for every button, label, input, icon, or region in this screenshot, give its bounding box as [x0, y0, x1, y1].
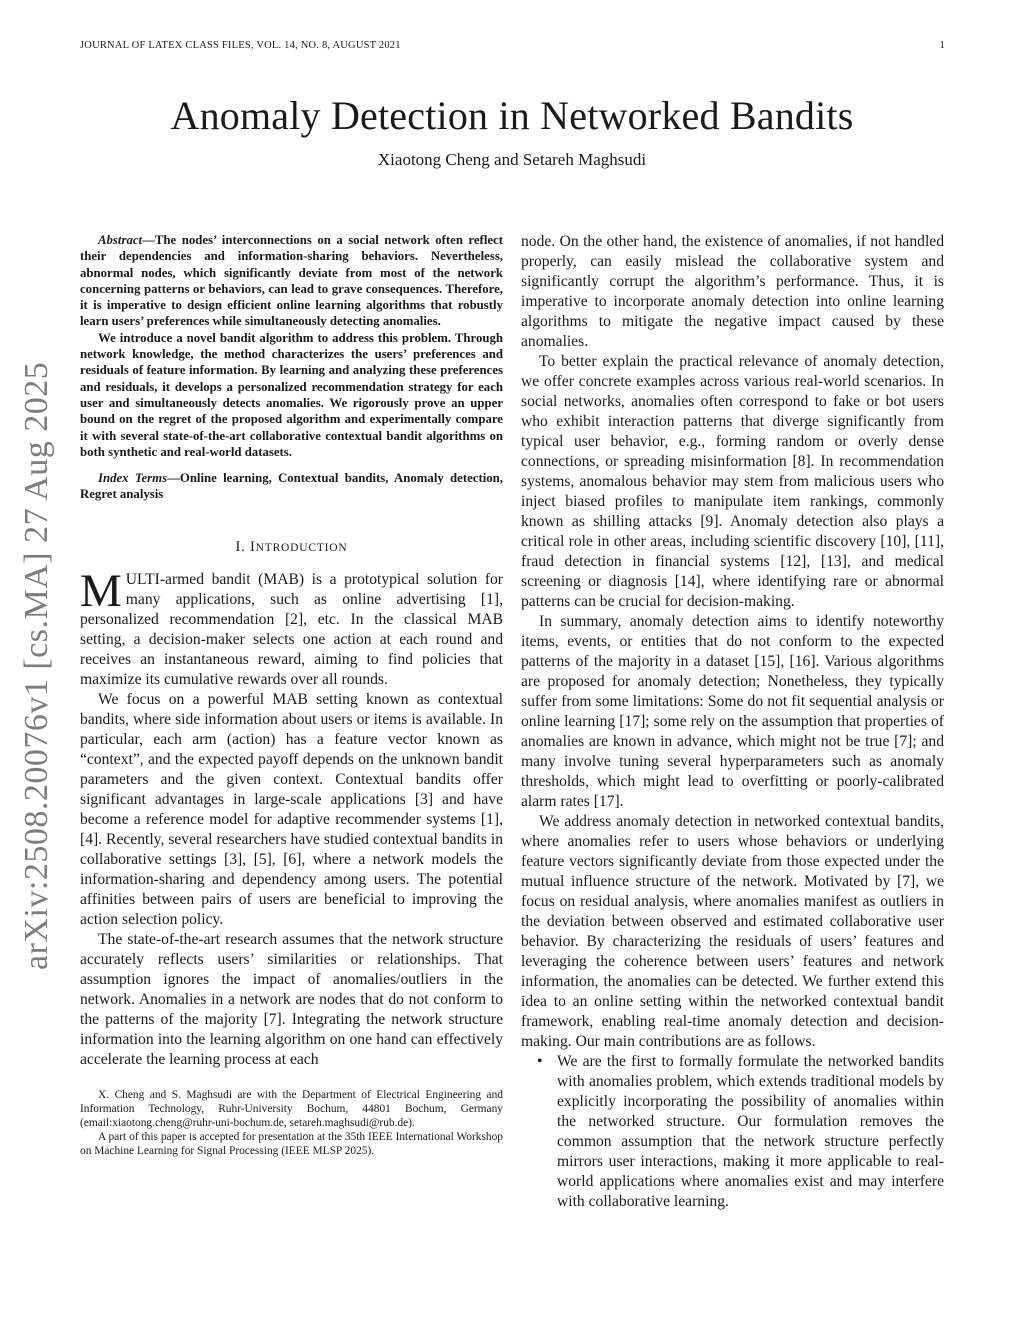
- intro-paragraph-2: We focus on a powerful MAB setting known as contextual bandits, where side information about users or items is available. In particular, each arm (action) has a feature vector known as “context”, and the expected payoff depends on the unknown bandit parameters and the given context. Contextual bandits offer significant advantages in large-scale applications [3] and have become a reference model for adaptive recommender systems [1], [4]. Recently, several researchers have studied contextual bandits in collaborative settings [3], [5], [6], where a network models the information-sharing and dependency among users. The potential affinities between pairs of users are beneficial to improving the action selection policy.: [80, 690, 503, 928]
- running-header: [80, 40, 945, 51]
- left-column: [80, 232, 503, 1158]
- arxiv-stamp: arXiv:2508.20076v1 [cs.MA] 27 Aug 2025: [18, 361, 55, 970]
- intro-paragraph-1: MULTI-armed bandit (MAB) is a prototypical solution for many applications, such as online advertising [1], personalized recommendation [2], etc. In the classical MAB setting, a decision-maker selects one action at each round and receives an instantaneous reward, aiming to find policies that maximize its cumulative rewards over all rounds.: [80, 564, 503, 688]
- abstract-label: Abstract: [98, 233, 143, 247]
- section-heading-introduction: I. INTRODUCTION: [235, 538, 348, 555]
- right-column: [521, 232, 944, 1212]
- journal-name: JOURNAL OF LATEX CLASS FILES, VOL. 14, NO. 8, AUGUST 2021: [80, 40, 401, 51]
- page-number: 1: [939, 40, 945, 51]
- index-terms-label: Index Terms: [98, 471, 168, 486]
- paper-title: Anomaly Detection in Networked Bandits: [170, 93, 854, 138]
- right-paragraph-1: node. On the other hand, the existence of anomalies, if not handled properly, can easily mislead the collaborative system and significantly corrupt the algorithm’s performance. Thus, it is imperative to incorporate anomaly detection into online learning algorithms to mitigate the negative impact caused by these anomalies.: [521, 233, 944, 350]
- bullet-icon: •: [537, 1053, 543, 1070]
- abstract: [80, 232, 503, 460]
- index-terms: [80, 470, 503, 503]
- right-paragraph-3: In summary, anomaly detection aims to identify noteworthy items, events, or entities that do not conform to the expected patterns of the majority in a dataset [15], [16]. Various algorithms are proposed for anomaly detection; Nonetheless, they typically suffer from some limitations: Some do not fit sequential analysis or online learning [17]; some rely on the assumption that properties of anomalies are known in advance, which might not be true [7]; and many involve tuning several hyperparameters such as anomaly thresholds, which might lead to overfitting or poorly-calibrated alarm rates [17].: [521, 613, 944, 810]
- abstract-paragraph-2: We introduce a novel bandit algorithm to address this problem. Through network knowledge, the method characterizes the users’ preferences and residuals of feature information. By learning and analyzing these preferences and residuals, it develops a personalized recommendation strategy for each user and simultaneously detects anomalies. We rigorously prove an upper bound on the regret of the proposed algorithm and experimentally compare it with several state-of-the-art collaborative contextual bandit algorithms on both synthetic and real-world datasets.: [80, 330, 503, 459]
- drop-cap: M: [80, 564, 122, 617]
- right-paragraph-2: To better explain the practical relevance of anomaly detection, we offer concrete examples across various real-world scenarios. In social networks, anomalies often correspond to fake or bot users who exhibit interaction patterns that diverge significantly from typical user behavior, e.g., forming random or overly dense connections, or spreading misinformation [8]. In recommendation systems, anomalous behavior may stem from malicious users who inject biased profiles to manipulate item rankings, commonly known as shilling attacks [9]. Anomaly detection also plays a critical role in other areas, including scientific discovery [10], [11], fraud detection in financial systems [12], [13], and medical screening or diagnosis [14], where identifying rare or abnormal patterns can be crucial for decision-making.: [521, 353, 944, 610]
- list-item: • We are the first to formally formulate the networked bandits with anomalies problem, which extends traditional models by explicitly incorporating the possibility of anomalies within the networked structure. Our formulation removes the common assumption that the network structure perfectly mirrors user interactions, making it more applicable to real-world applications where anomalies exist and may interfere with collaborative learning.: [537, 1053, 944, 1210]
- footnote-presentation: A part of this paper is accepted for presentation at the 35th IEEE International Workshop on Machine Learning for Signal Processing (IEEE MLSP 2025).: [80, 1130, 503, 1157]
- abstract-paragraph-1: —The nodes’ interconnections on a social network often reflect their dependencies and information-sharing behaviors. Nevertheless, abnormal nodes, which significantly deviate from most of the network concerning patterns or behaviors, can lead to grave consequences. Therefore, it is imperative to design efficient online learning algorithms that robustly learn users’ preferences while simultaneously detecting anomalies.: [80, 233, 503, 329]
- paper-authors: Xiaotong Cheng and Setareh Maghsudi: [377, 150, 647, 169]
- footnote-affiliation: X. Cheng and S. Maghsudi are with the Department of Electrical Engineering and Information Technology, Ruhr-University Bochum, 44801 Bochum, Germany (email:xiaotong.cheng@ruhr-uni-bochum.de, setareh.maghsudi@rub.de).: [80, 1088, 503, 1129]
- index-terms-text: —Online learning, Contextual bandits, Anomaly detection, Regret analysis: [80, 471, 503, 502]
- contributions-list: [521, 1052, 944, 1212]
- intro-paragraph-3: The state-of-the-art research assumes that the network structure accurately reflects users’ similarities or relationships. That assumption ignores the impact of anomalies/outliers in the network. Anomalies in a network are nodes that do not conform to the patterns of the majority [7]. Integrating the network structure information into the learning algorithm on one hand can effectively accelerate the learning process at each: [80, 930, 503, 1068]
- right-paragraph-4: We address anomaly detection in networked contextual bandits, where anomalies refer to users whose behaviors or underlying feature vectors significantly deviate from those expected under the mutual influence structure of the network. Motivated by [7], we focus on residual analysis, where anomalies manifest as outliers in the deviation between observed and estimated collaborative user behavior. By characterizing the residuals of users’ features and leveraging the coherence between users’ features and network information, the anomalies can be detected. We further extend this idea to an online setting within the networked contextual bandit framework, enabling real-time anomaly detection and decision-making. Our main contributions are as follows.: [521, 813, 944, 1050]
- footnotes: [80, 1088, 503, 1158]
